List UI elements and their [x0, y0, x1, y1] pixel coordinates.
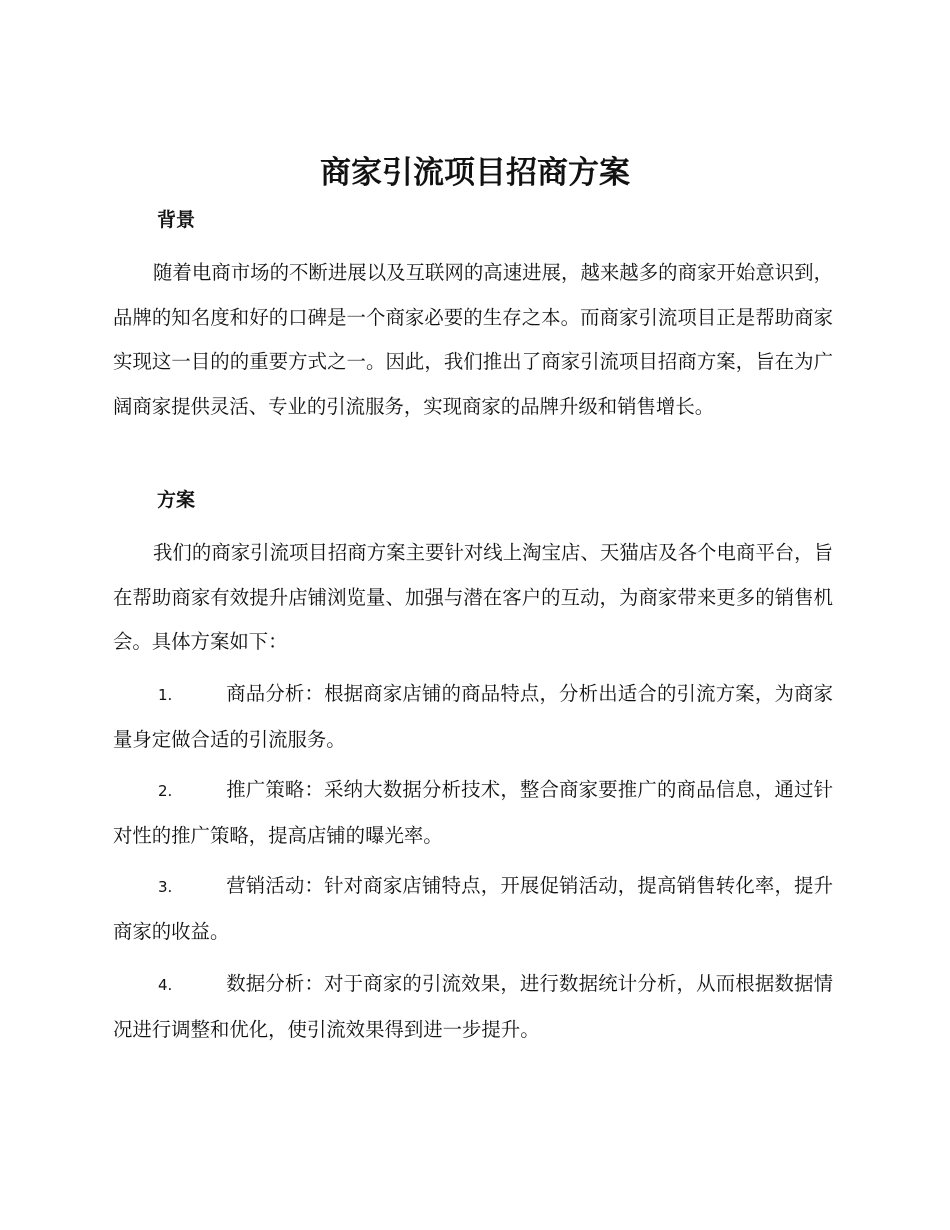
- list-item: [113, 672, 833, 762]
- list-item-text: 商品分析：根据商家店铺的商品特点，分析出适合的引流方案，为商家量身定做合适的引流服务。: [113, 682, 833, 751]
- list-item: [113, 962, 833, 1052]
- list-item-text: 数据分析：对于商家的引流效果，进行数据统计分析，从而根据数据情况进行调整和优化，使引流效果得到进一步提升。: [113, 972, 833, 1041]
- list-item-number: 1.: [158, 686, 173, 704]
- list-item-number: 4.: [158, 976, 173, 994]
- plan-intro-paragraph: 我们的商家引流项目招商方案主要针对线上淘宝店、天猫店及各个电商平台，旨在帮助商家有效提升店铺浏览量、加强与潜在客户的互动，为商家带来更多的销售机会。具体方案如下：: [113, 541, 833, 653]
- section-heading-plan: 方案: [157, 489, 196, 511]
- background-paragraph: 随着电商市场的不断进展以及互联网的高速进展，越来越多的商家开始意识到，品牌的知名度和好的口碑是一个商家必要的生存之本。而商家引流项目正是帮助商家实现这一目的的重要方式之一。因此，我们推出了商家引流项目招商方案，旨在为广阔商家提供灵活、专业的引流服务，实现商家的品牌升级和销售增长。: [113, 261, 833, 418]
- list-item-number: 2.: [158, 782, 173, 800]
- list-item: [113, 864, 833, 954]
- list-item-text: 推广策略：采纳大数据分析技术，整合商家要推广的商品信息，通过针对性的推广策略，提高店铺的曝光率。: [113, 778, 833, 847]
- list-item-number: 3.: [158, 878, 173, 896]
- document-title: 商家引流项目招商方案: [320, 155, 630, 191]
- section-heading-background: 背景: [157, 209, 196, 231]
- list-item-text: 营销活动：针对商家店铺特点，开展促销活动，提高销售转化率，提升商家的收益。: [113, 874, 833, 943]
- list-item: [113, 768, 833, 858]
